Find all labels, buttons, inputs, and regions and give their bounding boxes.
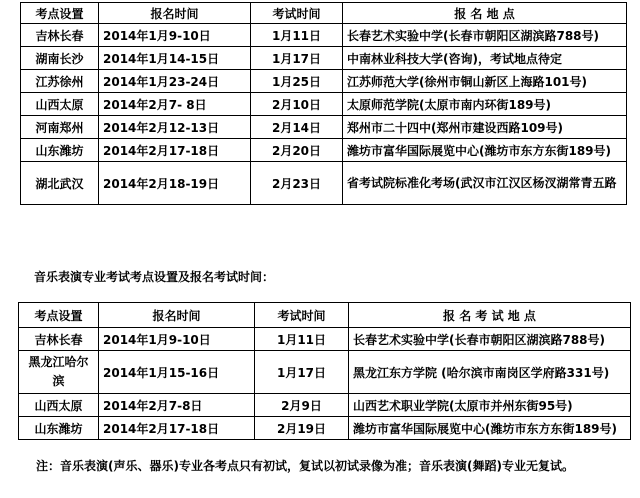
exam-cell: 2月9日 bbox=[255, 394, 349, 417]
header-location: 报 名 地 点 bbox=[343, 3, 627, 24]
header-registration-time: 报名时间 bbox=[99, 303, 255, 328]
table-row bbox=[21, 162, 627, 205]
site-cell: 吉林长春 bbox=[21, 24, 99, 47]
music-exam-sites-table bbox=[18, 302, 631, 440]
header-exam-time: 考试时间 bbox=[255, 303, 349, 328]
site-cell: 黑龙江哈尔滨 bbox=[19, 351, 99, 394]
address-cell: 省考试院标准化考场(武汉市江汉区杨汊湖常青五路 bbox=[343, 162, 627, 205]
address-cell: 潍坊市富华国际展览中心(潍坊市东方东街189号) bbox=[349, 417, 631, 440]
address-cell: 江苏师范大学(徐州市铜山新区上海路101号) bbox=[343, 70, 627, 93]
exam-cell: 1月17日 bbox=[255, 351, 349, 394]
site-cell: 河南郑州 bbox=[21, 116, 99, 139]
address-cell: 黑龙江东方学院 (哈尔滨市南岗区学府路331号) bbox=[349, 351, 631, 394]
header-registration-time: 报名时间 bbox=[99, 3, 251, 24]
table-row bbox=[21, 93, 627, 116]
registration-cell: 2014年1月9-10日 bbox=[99, 24, 251, 47]
address-cell: 中南林业科技大学(咨询)，考试地点待定 bbox=[343, 47, 627, 70]
table-header-row bbox=[21, 3, 627, 24]
header-exam-time: 考试时间 bbox=[251, 3, 343, 24]
registration-cell: 2014年2月17-18日 bbox=[99, 139, 251, 162]
section-title: 音乐表演专业考试考点设置及报名考试时间： bbox=[34, 270, 275, 284]
table-row bbox=[19, 417, 631, 440]
table-row bbox=[19, 351, 631, 394]
table-row bbox=[21, 116, 627, 139]
site-cell: 山西太原 bbox=[21, 93, 99, 116]
registration-cell: 2014年2月7- 8日 bbox=[99, 93, 251, 116]
registration-cell: 2014年2月18-19日 bbox=[99, 162, 251, 205]
registration-cell: 2014年1月15-16日 bbox=[99, 351, 255, 394]
address-cell: 郑州市二十四中(郑州市建设西路109号) bbox=[343, 116, 627, 139]
site-cell: 湖南长沙 bbox=[21, 47, 99, 70]
table-row bbox=[21, 70, 627, 93]
site-cell: 山西太原 bbox=[19, 394, 99, 417]
site-cell: 山东潍坊 bbox=[19, 417, 99, 440]
exam-cell: 1月11日 bbox=[255, 328, 349, 351]
exam-cell: 2月20日 bbox=[251, 139, 343, 162]
exam-sites-table bbox=[20, 2, 627, 205]
table-row bbox=[19, 328, 631, 351]
registration-cell: 2014年1月14-15日 bbox=[99, 47, 251, 70]
header-site: 考点设置 bbox=[21, 3, 99, 24]
table-header-row bbox=[19, 303, 631, 328]
registration-cell: 2014年1月9-10日 bbox=[99, 328, 255, 351]
exam-cell: 1月25日 bbox=[251, 70, 343, 93]
table-row bbox=[19, 394, 631, 417]
table-row bbox=[21, 24, 627, 47]
footnote: 注：音乐表演(声乐、器乐)专业各考点只有初试，复试以初试录像为准；音乐表演(舞蹈)专业无复试。 bbox=[36, 459, 574, 473]
address-cell: 潍坊市富华国际展览中心(潍坊市东方东街189号) bbox=[343, 139, 627, 162]
registration-cell: 2014年2月7-8日 bbox=[99, 394, 255, 417]
table-row bbox=[21, 139, 627, 162]
address-cell: 太原师范学院(太原市南内环街189号) bbox=[343, 93, 627, 116]
table-row bbox=[21, 47, 627, 70]
header-site: 考点设置 bbox=[19, 303, 99, 328]
site-cell: 山东潍坊 bbox=[21, 139, 99, 162]
exam-cell: 2月14日 bbox=[251, 116, 343, 139]
address-cell: 长春艺术实验中学(长春市朝阳区湖滨路788号) bbox=[343, 24, 627, 47]
exam-cell: 1月17日 bbox=[251, 47, 343, 70]
exam-cell: 2月19日 bbox=[255, 417, 349, 440]
site-cell: 吉林长春 bbox=[19, 328, 99, 351]
address-cell: 长春艺术实验中学(长春市朝阳区湖滨路788号) bbox=[349, 328, 631, 351]
address-cell: 山西艺术职业学院(太原市并州东街95号) bbox=[349, 394, 631, 417]
exam-cell: 2月23日 bbox=[251, 162, 343, 205]
exam-cell: 2月10日 bbox=[251, 93, 343, 116]
site-cell: 江苏徐州 bbox=[21, 70, 99, 93]
registration-cell: 2014年1月23-24日 bbox=[99, 70, 251, 93]
site-cell: 湖北武汉 bbox=[21, 162, 99, 205]
exam-cell: 1月11日 bbox=[251, 24, 343, 47]
registration-cell: 2014年2月17-18日 bbox=[99, 417, 255, 440]
header-location: 报 名 考 试 地 点 bbox=[349, 303, 631, 328]
registration-cell: 2014年2月12-13日 bbox=[99, 116, 251, 139]
